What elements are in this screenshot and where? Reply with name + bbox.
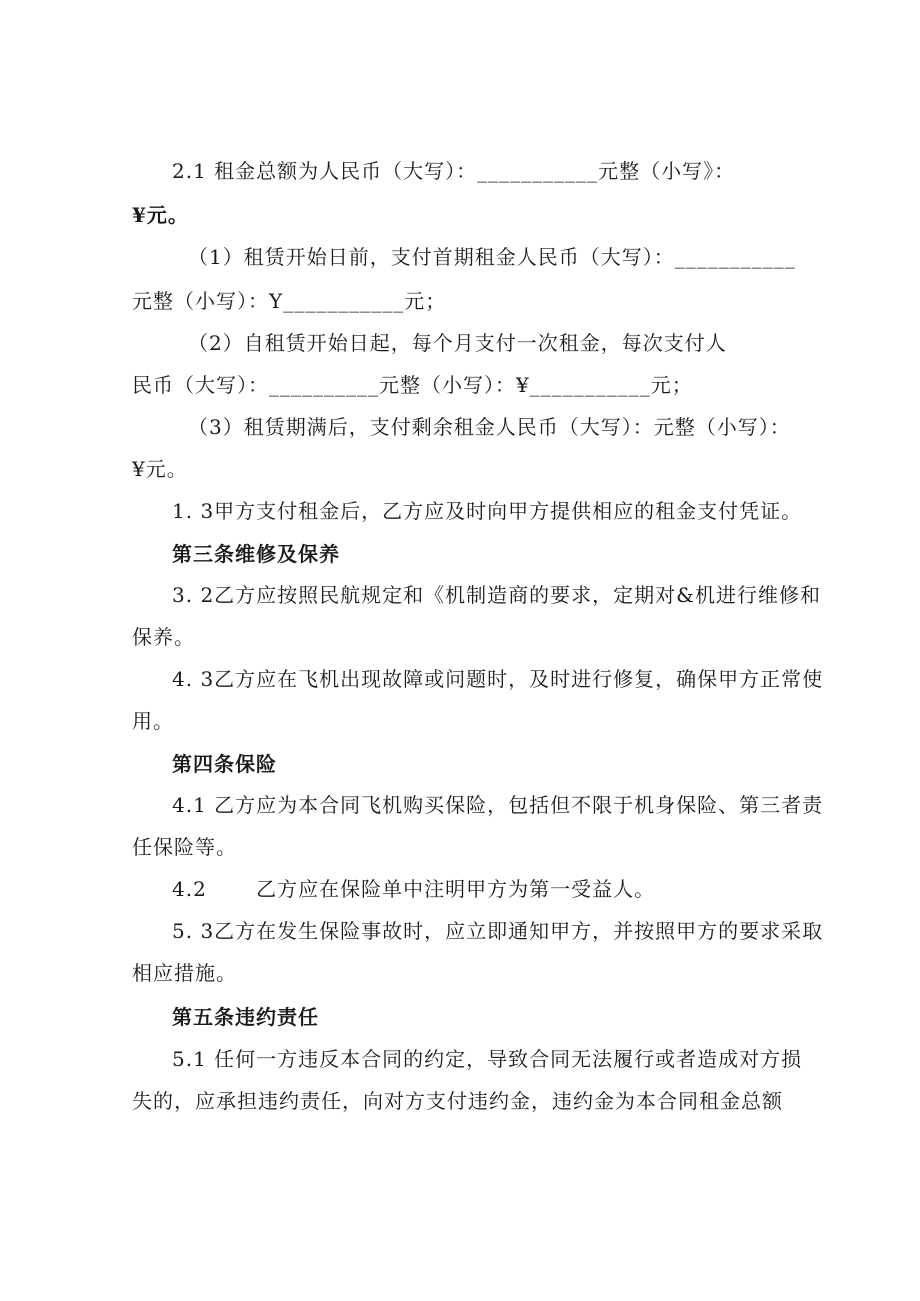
clause-4-3-line-2: 用。 bbox=[132, 709, 174, 733]
clause-4-2: 4.2 乙方应在保险单中注明甲方为第一受益人。 bbox=[172, 877, 656, 901]
clause-4-3-line-1: 4. 3乙方应在飞机出现故障或问题时，及时进行修复，确保甲方正常使 bbox=[172, 667, 824, 691]
payment-item-1-line-1: （1）租赁开始日前，支付首期租金人民币（大写）：___________ bbox=[188, 245, 796, 269]
clause-4-1-line-2: 任保险等。 bbox=[132, 835, 237, 859]
article-3-heading: 第三条维修及保养 bbox=[172, 542, 340, 566]
clause-2-1-line-2: ¥元。 bbox=[132, 203, 189, 227]
payment-item-3-line-2: ¥元。 bbox=[132, 457, 188, 481]
payment-item-1-line-2: 元整（小写）：Y___________元； bbox=[132, 289, 447, 313]
payment-item-2-line-2: 民币（大写）：__________元整（小写）：¥___________元； bbox=[132, 373, 693, 397]
clause-5-3-line-2: 相应措施。 bbox=[132, 961, 237, 985]
clause-5-1-line-1: 5.1 任何一方违反本合同的约定，导致合同无法履行或者造成对方损 bbox=[172, 1047, 803, 1071]
clause-1-3: 1. 3甲方支付租金后，乙方应及时向甲方提供相应的租金支付凭证。 bbox=[172, 499, 803, 523]
clause-3-2-line-1: 3. 2乙方应按照民航规定和《机制造商的要求，定期对&机进行维修和 bbox=[172, 583, 821, 607]
article-4-heading: 第四条保险 bbox=[172, 752, 277, 776]
clause-3-2-line-2: 保养。 bbox=[132, 625, 195, 649]
clause-4-1-line-1: 4.1 乙方应为本合同飞机购买保险，包括但不限于机身保险、第三者责 bbox=[172, 793, 824, 817]
article-5-heading: 第五条违约责任 bbox=[172, 1005, 319, 1029]
clause-2-1-line-1: 2.1 租金总额为人民币（大写）：___________元整（小写》： bbox=[172, 159, 736, 183]
clause-5-1-line-2: 失的，应承担违约责任，向对方支付违约金，违约金为本合同租金总额 bbox=[132, 1089, 783, 1113]
clause-5-3-line-1: 5. 3乙方在发生保险事故时，应立即通知甲方，并按照甲方的要求采取 bbox=[172, 919, 824, 943]
payment-item-2-line-1: （2）自租赁开始日起，每个月支付一次租金，每次支付人 bbox=[188, 331, 727, 355]
payment-item-3-line-1: （3）租赁期满后，支付剩余租金人民币（大写）：元整（小写）： bbox=[188, 415, 791, 439]
